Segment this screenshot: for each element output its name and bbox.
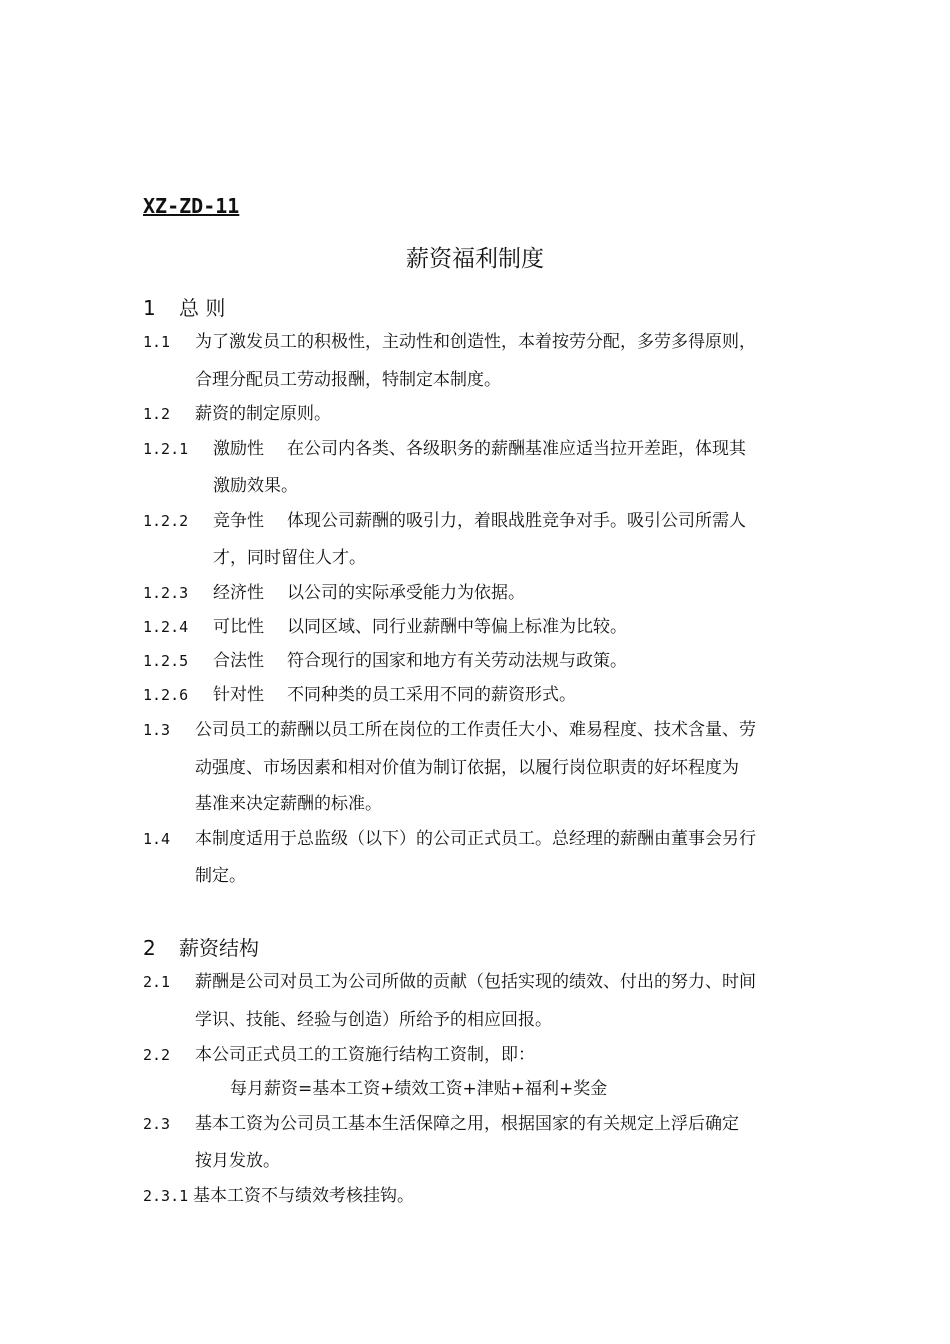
- clause-number: 1.2.5: [143, 652, 189, 670]
- clause-1-2-1: [143, 431, 808, 467]
- clause-2-2: [143, 1037, 808, 1073]
- clause-text: 在公司内各类、各级职务的薪酬基准应适当拉开差距，体现其: [287, 439, 746, 459]
- clause-1-3-continued: 动强度、市场因素和相对价值为制订依据，以履行岗位职责的好坏程度为: [195, 758, 739, 778]
- clause-text: 符合现行的国家和地方有关劳动法规与政策。: [287, 651, 627, 671]
- section-1-heading: [143, 292, 225, 321]
- clause-number: 1.1: [143, 333, 171, 351]
- clause-2-3-1: [143, 1178, 808, 1214]
- clause-number: 2.2: [143, 1046, 171, 1064]
- document-code: XZ-ZD-11: [143, 194, 240, 218]
- clause-number: 2.3: [143, 1115, 171, 1133]
- section-number: 1: [143, 296, 156, 320]
- clause-1-2-4: [143, 609, 808, 645]
- clause-label: 可比性: [213, 617, 264, 637]
- clause-1-2-2-continued: 才，同时留住人才。: [213, 548, 366, 568]
- clause-text: 体现公司薪酬的吸引力，着眼战胜竞争对手。吸引公司所需人: [287, 511, 746, 531]
- clause-1-2-6: [143, 677, 808, 713]
- clause-number: 1.2.4: [143, 618, 189, 636]
- clause-text: 薪资的制定原则。: [195, 404, 331, 424]
- clause-text: 以同区域、同行业薪酬中等偏上标准为比较。: [287, 617, 627, 637]
- section-title: 薪资结构: [179, 936, 259, 960]
- clause-number: 2.1: [143, 973, 171, 991]
- clause-number: 1.4: [143, 830, 171, 848]
- clause-2-1-continued: 学识、技能、经验与创造）所给予的相应回报。: [195, 1010, 552, 1030]
- clause-number: 1.2.3: [143, 584, 189, 602]
- clause-1-2-1-continued: 激励效果。: [213, 476, 298, 496]
- clause-number: 2.3.1: [143, 1187, 189, 1205]
- clause-text: 不同种类的员工采用不同的薪资形式。: [287, 685, 576, 705]
- clause-text: 为了激发员工的积极性，主动性和创造性，本着按劳分配，多劳多得原则，: [195, 332, 756, 352]
- clause-text: 本公司正式员工的工资施行结构工资制，即：: [195, 1045, 535, 1065]
- clause-number: 1.2.1: [143, 440, 189, 458]
- clause-2-3-continued: 按月发放。: [195, 1151, 280, 1171]
- section-number: 2: [143, 936, 156, 960]
- clause-number: 1.2.2: [143, 512, 189, 530]
- clause-text: 本制度适用于总监级（以下）的公司正式员工。总经理的薪酬由董事会另行: [195, 829, 756, 849]
- clause-text: 以公司的实际承受能力为依据。: [287, 583, 525, 603]
- clause-2-3: [143, 1106, 808, 1142]
- clause-1-2: [143, 396, 808, 432]
- clause-1-1: [143, 324, 808, 360]
- clause-label: 经济性: [213, 583, 264, 603]
- clause-1-4-continued: 制定。: [195, 866, 246, 886]
- clause-1-1-continued: 合理分配员工劳动报酬，特制定本制度。: [195, 370, 501, 390]
- clause-label: 竞争性: [213, 511, 264, 531]
- document-title: 薪资福利制度: [406, 246, 544, 272]
- clause-1-4: [143, 821, 808, 857]
- clause-number: 1.2: [143, 405, 171, 423]
- salary-formula: 每月薪资=基本工资+绩效工资+津贴+福利+奖金: [230, 1079, 608, 1099]
- clause-1-2-5: [143, 643, 808, 679]
- clause-number: 1.2.6: [143, 686, 189, 704]
- clause-text: 基本工资不与绩效考核挂钩。: [193, 1186, 414, 1206]
- clause-label: 激励性: [213, 439, 264, 459]
- clause-1-2-2: [143, 503, 808, 539]
- section-2-heading: [143, 932, 259, 961]
- clause-2-1: [143, 964, 808, 1000]
- clause-label: 针对性: [213, 685, 264, 705]
- clause-text: 基本工资为公司员工基本生活保障之用，根据国家的有关规定上浮后确定: [195, 1114, 739, 1134]
- clause-text: 薪酬是公司对员工为公司所做的贡献（包括实现的绩效、付出的努力、时间: [195, 972, 756, 992]
- clause-text: 公司员工的薪酬以员工所在岗位的工作责任大小、难易程度、技术含量、劳: [195, 720, 756, 740]
- clause-1-2-3: [143, 575, 808, 611]
- section-title: 总 则: [179, 296, 226, 320]
- clause-label: 合法性: [213, 651, 264, 671]
- clause-1-3-continued-2: 基准来决定薪酬的标准。: [195, 794, 382, 814]
- clause-1-3: [143, 712, 808, 748]
- clause-number: 1.3: [143, 721, 171, 739]
